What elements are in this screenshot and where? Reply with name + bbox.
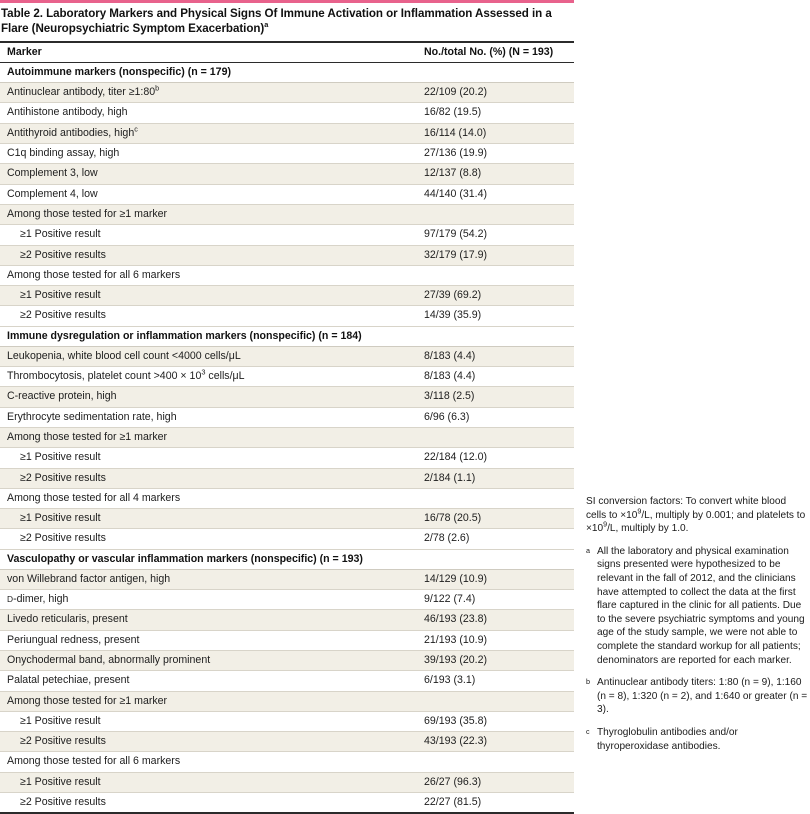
row-value [422,691,574,711]
table-header-row [0,42,574,63]
row-marker-label: Erythrocyte sedimentation rate, high [0,407,422,427]
table-row [0,346,574,366]
table-row [0,691,574,711]
lettered-footnotes [586,545,808,753]
table-row [0,306,574,326]
row-value: 16/114 (14.0) [422,123,574,143]
row-marker-label: Antithyroid antibodies, high$^c$ [0,123,422,143]
table-row [0,610,574,630]
row-marker-label: Thrombocytosis, platelet count $>400 \times 10^3$ cells/μL [0,367,422,387]
section-header-row [0,63,574,83]
table-row [0,529,574,549]
table-row [0,671,574,691]
row-marker-label: ≥1 Positive result [0,509,422,529]
table-row [0,792,574,812]
table-row [0,630,574,650]
row-value [422,265,574,285]
row-value: 69/193 (35.8) [422,711,574,731]
accent-rule [0,0,574,3]
footnote-item [586,545,808,667]
si-conversion-note [586,495,808,536]
table-row [0,569,574,589]
table-row [0,772,574,792]
row-value: 22/27 (81.5) [422,792,574,812]
footnote-marker: b [586,677,590,687]
table-body [0,63,574,813]
row-value: 26/27 (96.3) [422,772,574,792]
row-footnote-marker: c [134,124,138,134]
row-value: 12/137 (8.8) [422,164,574,184]
table-row [0,711,574,731]
section-header-label: Autoimmune markers (nonspecific) (n = 179) [0,63,574,83]
row-value: 32/179 (17.9) [422,245,574,265]
row-value: 2/184 (1.1) [422,468,574,488]
table-row [0,448,574,468]
row-marker-label: Complement 4, low [0,184,422,204]
row-marker-label: Antihistone antibody, high [0,103,422,123]
table-row [0,184,574,204]
row-marker-label: ≥2 Positive results [0,245,422,265]
row-value: 22/109 (20.2) [422,83,574,103]
table-row [0,387,574,407]
table-row [0,225,574,245]
row-marker-label: Among those tested for all 6 markers [0,752,422,772]
row-marker-label: ≥2 Positive results [0,468,422,488]
exponent-superscript: 9 [637,506,642,516]
row-marker-label: ≥2 Positive results [0,529,422,549]
table-row [0,650,574,670]
footnote-marker: a [586,545,590,555]
row-marker-label: Livedo reticularis, present [0,610,422,630]
section-header-row [0,549,574,569]
table-row [0,590,574,610]
row-value: 8/183 (4.4) [422,367,574,387]
exponent-superscript: 9 [603,519,608,529]
row-value: 21/193 (10.9) [422,630,574,650]
row-value: 8/183 (4.4) [422,346,574,366]
footnotes-column [586,495,808,762]
row-marker-label: ≥1 Positive result [0,286,422,306]
row-value: 39/193 (20.2) [422,650,574,670]
footnote-text: Antinuclear antibody titers: 1:80 (n = 9), 1:160 (n = 8), 1:320 (n = 2), and 1:640 or greater (n = 3). [597,677,808,716]
si-conversion-note-text: SI conversion factors: To convert white blood cells to $\times 10^9/L$, multiply by 0.001; and platelets to $\times 10^9/L$, multiply by 1.0. [586,496,806,535]
row-marker-label: Among those tested for ≥1 marker [0,691,422,711]
row-value: 6/193 (3.1) [422,671,574,691]
row-marker-label: Onychodermal band, abnormally prominent [0,650,422,670]
row-value: 16/78 (20.5) [422,509,574,529]
table-row [0,245,574,265]
row-marker-label: Complement 3, low [0,164,422,184]
table-row [0,204,574,224]
row-value: 27/136 (19.9) [422,144,574,164]
row-marker-label: Among those tested for ≥1 marker [0,427,422,447]
section-header-label: Vasculopathy or vascular inflammation markers (nonspecific) (n = 193) [0,549,574,569]
row-marker-label: C-reactive protein, high [0,387,422,407]
table-row [0,103,574,123]
table-row [0,164,574,184]
table-title-footnote-marker: a [264,19,269,29]
row-marker-label: D-dimer, high [0,590,422,610]
row-marker-label: Leukopenia, white blood cell count <4000 cells/μL [0,346,422,366]
exponent-superscript: 3 [201,367,206,377]
row-value: 9/122 (7.4) [422,590,574,610]
footnote-item [586,726,808,753]
row-value: 14/129 (10.9) [422,569,574,589]
table-row [0,427,574,447]
row-value [422,752,574,772]
table-row [0,367,574,387]
row-marker-label: Antinuclear antibody, titer $\ge 1:80^b$ [0,83,422,103]
table-row [0,752,574,772]
row-marker-label: Among those tested for ≥1 marker [0,204,422,224]
row-marker-label: ≥1 Positive result [0,448,422,468]
row-marker-label: ≥1 Positive result [0,772,422,792]
row-marker-label: ≥2 Positive results [0,732,422,752]
table-title [0,7,569,41]
row-value: 6/96 (6.3) [422,407,574,427]
row-value: 22/184 (12.0) [422,448,574,468]
table-row [0,83,574,103]
section-header-row [0,326,574,346]
row-value: 97/179 (54.2) [422,225,574,245]
row-value: 14/39 (35.9) [422,306,574,326]
column-header-value: No./total No. (%) (N = 193) [422,42,574,63]
table-row [0,732,574,752]
table-row [0,407,574,427]
row-value: 43/193 (22.3) [422,732,574,752]
table-row [0,488,574,508]
row-marker-label: C1q binding assay, high [0,144,422,164]
footnote-item [586,676,808,717]
table-row [0,509,574,529]
row-marker-label: ≥2 Positive results [0,306,422,326]
row-value: 16/82 (19.5) [422,103,574,123]
row-value [422,488,574,508]
smallcap-d-glyph: D [7,594,14,605]
row-marker-label: ≥2 Positive results [0,792,422,812]
row-value [422,427,574,447]
row-value: 46/193 (23.8) [422,610,574,630]
row-value [422,204,574,224]
table-row [0,123,574,143]
table-title-text: Table 2. Laboratory Markers and Physical Signs Of Immune Activation or Inflammation Assessed in a Flare (Neuropsychiatric Symptom Exacerbation) [1,7,552,35]
column-header-marker: Marker [0,42,422,63]
data-table [0,41,574,812]
row-value: 27/39 (69.2) [422,286,574,306]
row-value: 2/78 (2.6) [422,529,574,549]
row-footnote-marker: b [155,83,160,93]
row-marker-label: von Willebrand factor antigen, high [0,569,422,589]
footnote-text: Thyroglobulin antibodies and/or thyroperoxidase antibodies. [597,726,738,752]
row-marker-label: Among those tested for all 6 markers [0,265,422,285]
row-marker-label: ≥1 Positive result [0,225,422,245]
row-marker-label: ≥1 Positive result [0,711,422,731]
footnote-marker: c [586,726,590,736]
table-row [0,265,574,285]
table-row [0,144,574,164]
row-marker-label: Palatal petechiae, present [0,671,422,691]
table-row [0,468,574,488]
row-value: 44/140 (31.4) [422,184,574,204]
row-value: 3/118 (2.5) [422,387,574,407]
row-marker-label: Periungual redness, present [0,630,422,650]
row-marker-label: Among those tested for all 4 markers [0,488,422,508]
section-header-label: Immune dysregulation or inflammation markers (nonspecific) (n = 184) [0,326,574,346]
footnote-text: All the laboratory and physical examination signs presented were hypothesized to be relevant in the fall of 2012, and the clinicians have attempted to collect the data at the first flare captured in the clinic for all patients. Due to the severe psychiatric symptoms and young age of the study sample, we were not able to complete the standard workup for all patients; denominators are reported for each marker. [597,545,805,666]
table-row [0,286,574,306]
